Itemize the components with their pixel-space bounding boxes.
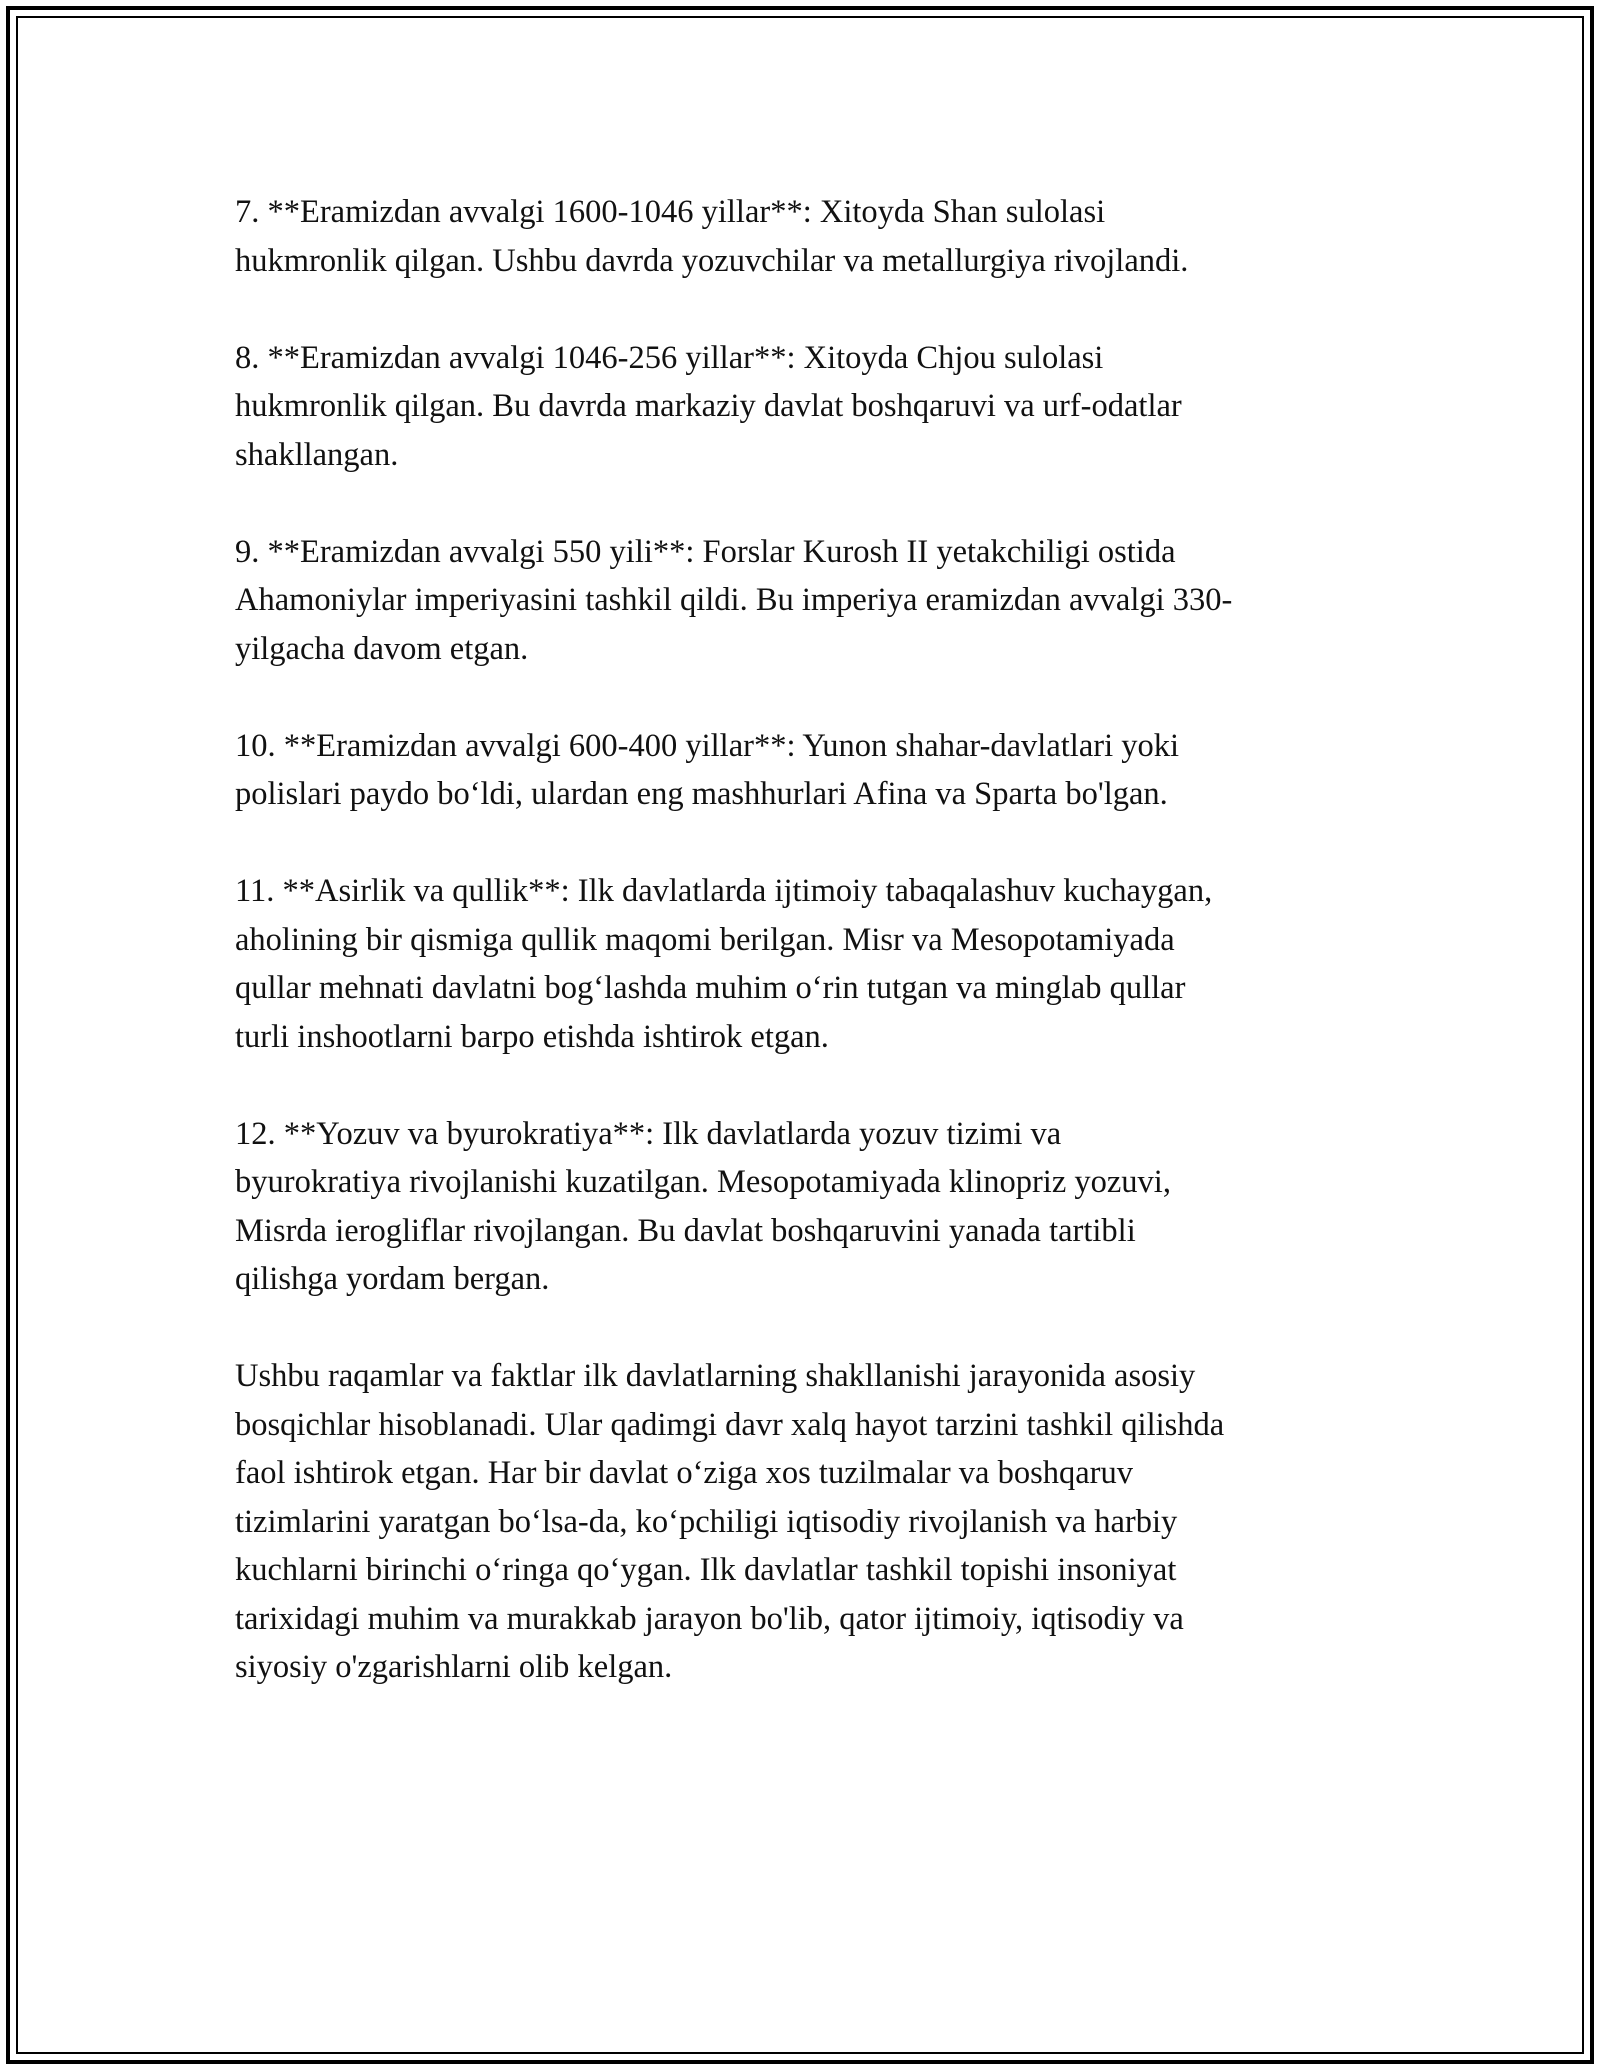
paragraph-item-9: 9. **Eramizdan avvalgi 550 yili**: Forslar Kurosh II yetakchiligi ostida Ahamoniylar imperiyasini tashkil qildi. Bu imperiya eramizdan avvalgi 330- yilgacha davom etgan. xyxy=(235,533,1233,667)
paragraph-item-7: 7. **Eramizdan avvalgi 1600-1046 yillar**: Xitoyda Shan sulolasi hukmronlik qilgan. Ushbu davrda yozuvchilar va metallurgiya rivojlandi. xyxy=(235,194,1189,279)
document-body xyxy=(235,188,1365,1692)
paragraph-item-11: 11. **Asirlik va qullik**: Ilk davlatlarda ijtimoiy tabaqalashuv kuchaygan, aholining bir qismiga qullik maqomi berilgan. Misr va Mesopotamiyada qullar mehnati davlatni bog‘lashda muhim o‘rin tutgan va minglab qullar turli inshootlarni barpo etishda ishtirok etgan. xyxy=(235,873,1213,1055)
paragraph-item-10: 10. **Eramizdan avvalgi 600-400 yillar**: Yunon shahar-davlatlari yoki polislari paydo bo‘ldi, ulardan eng mashhurlari Afina va Sparta bo'lgan. xyxy=(235,727,1180,812)
paragraph-item-8: 8. **Eramizdan avvalgi 1046-256 yillar**: Xitoyda Chjou sulolasi hukmronlik qilgan. Bu davrda markaziy davlat boshqaruvi va urf-odatlar shakllangan. xyxy=(235,339,1182,473)
conclusion-paragraph: Ushbu raqamlar va faktlar ilk davlatlarning shakllanishi jarayonida asosiy bosqichlar hisoblanadi. Ular qadimgi davr xalq hayot tarzini tashkil qilishda faol ishtirok etgan. Har bir davlat o‘ziga xos tuzilmalar va boshqaruv tizimlarini yaratgan bo‘lsa-da, ko‘pchiligi iqtisodiy rivojlanish va harbiy kuchlarni birinchi o‘ringa qo‘ygan. Ilk davlatlar tashkil topishi insoniyat tarixidagi muhim va murakkab jarayon bo'lib, qator ijtimoiy, iqtisodiy va siyosiy o'zgarishlarni olib kelgan. xyxy=(235,1358,1225,1685)
paragraph-item-12: 12. **Yozuv va byurokratiya**: Ilk davlatlarda yozuv tizimi va byurokratiya rivojlanishi kuzatilgan. Mesopotamiyada klinopriz yozuvi, Misrda ierogliflar rivojlangan. Bu davlat boshqaruvini yanada tartibli qilishga yordam bergan. xyxy=(235,1115,1171,1297)
